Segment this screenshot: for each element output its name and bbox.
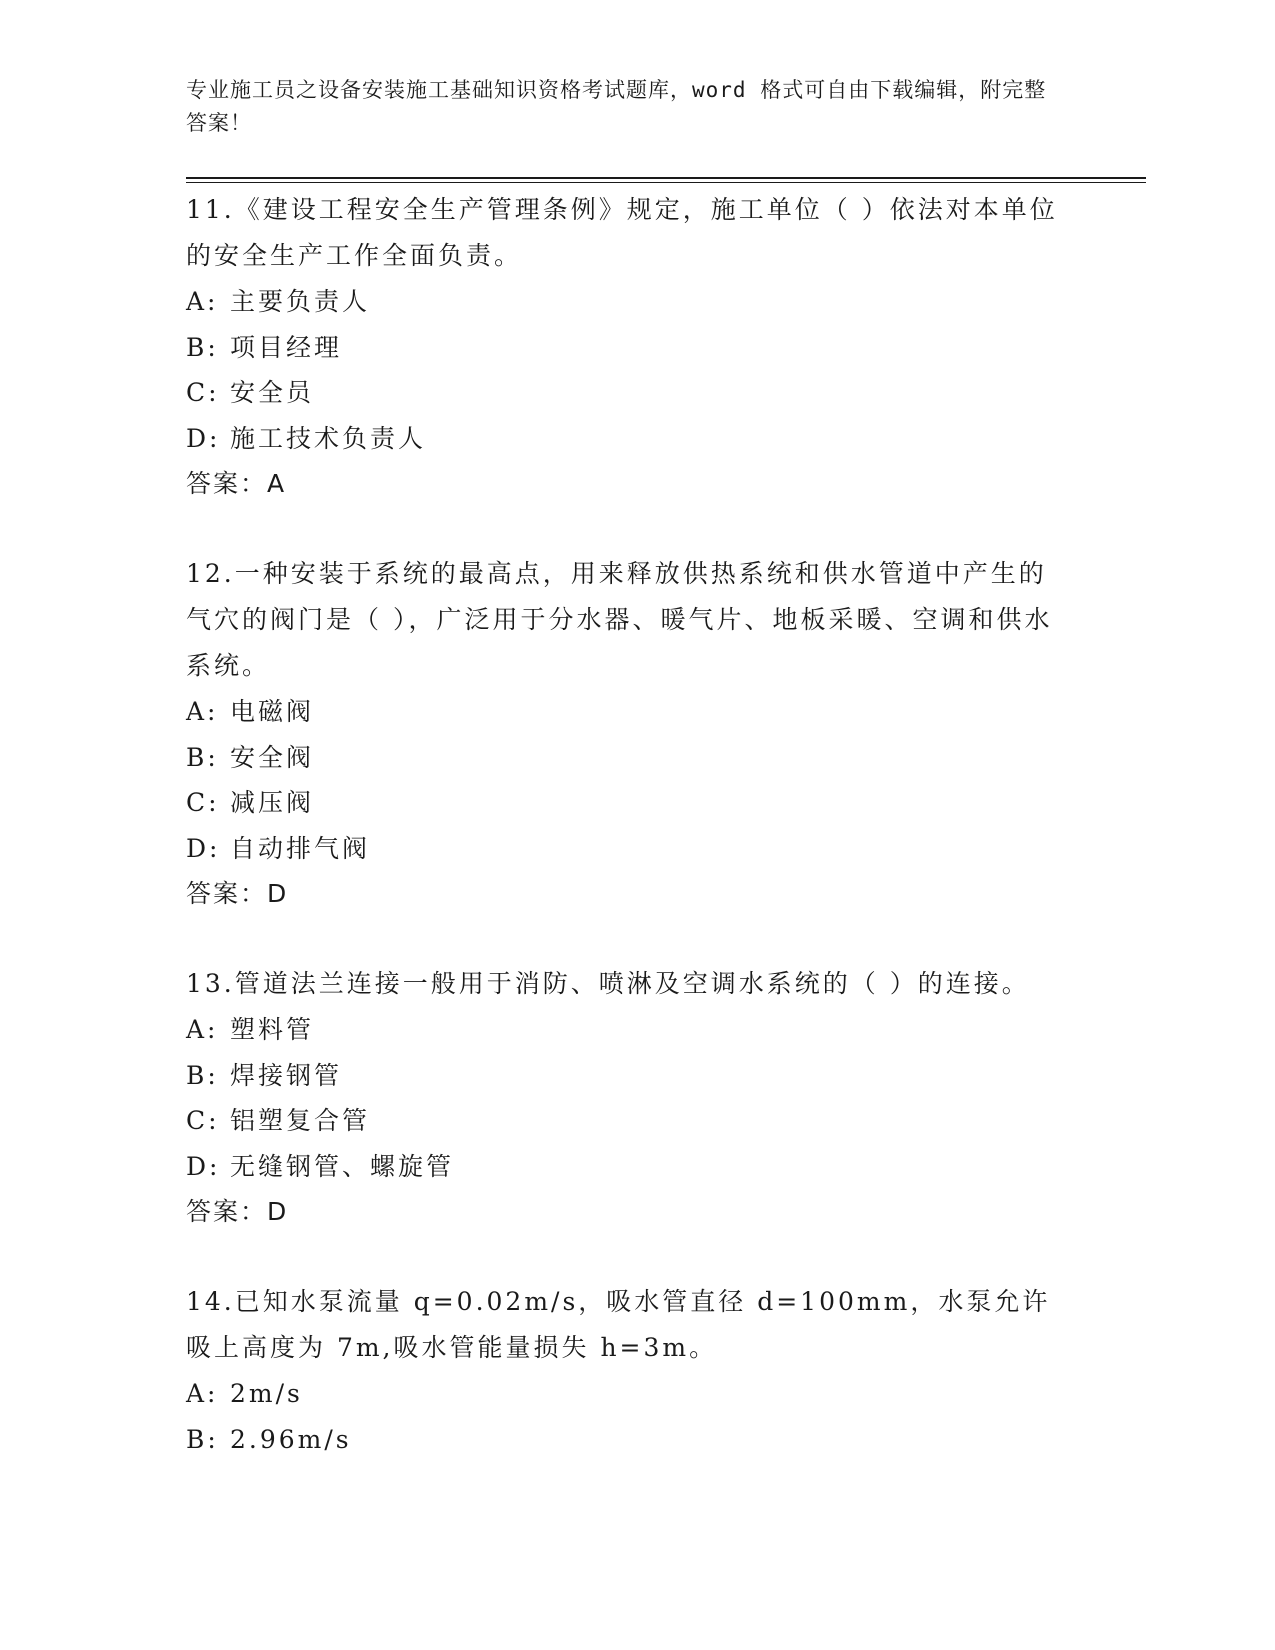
option-text: 电磁阀 [230, 697, 315, 726]
header-rule [186, 177, 1146, 183]
option-d [186, 1144, 1146, 1190]
question-text [186, 1279, 1066, 1371]
option-text: 安全员 [230, 378, 315, 407]
question-number: 11. [186, 195, 235, 224]
option-text: 施工技术负责人 [230, 423, 427, 453]
option-text: 项目经理 [230, 332, 343, 362]
answer-line [186, 1189, 1146, 1235]
answer-label: 答案： [186, 469, 268, 498]
option-text: 铝塑复合管 [230, 1106, 371, 1135]
document-header: 专业施工员之设备安装施工基础知识资格考试题库，word 格式可自由下载编辑，附完整答案！ [186, 78, 1047, 135]
answer-value: D [267, 879, 289, 908]
option-letter: A: [186, 697, 219, 726]
option-b [186, 1417, 1146, 1463]
option-a [186, 279, 1146, 325]
option-d [186, 416, 1146, 462]
option-text: 2m/s [230, 1379, 303, 1408]
option-letter: B: [186, 1060, 219, 1090]
option-b [186, 325, 1146, 371]
option-text: 减压阀 [230, 788, 315, 817]
question-list [186, 187, 1146, 1462]
option-c [186, 1098, 1146, 1144]
option-letter: B: [186, 1424, 219, 1454]
option-b [186, 735, 1146, 781]
option-text: 焊接钢管 [230, 1060, 343, 1090]
document-page [186, 74, 1146, 1506]
question-14 [186, 1279, 1146, 1462]
option-letter: A: [186, 1379, 219, 1408]
option-a [186, 1007, 1146, 1053]
answer-value: A [267, 469, 287, 498]
question-stem: 《建设工程安全生产管理条例》规定，施工单位（ ）依法对本单位的安全生产工作全面负责。 [186, 195, 1058, 270]
option-letter: D: [186, 833, 221, 863]
question-13 [186, 961, 1146, 1235]
option-letter: C: [186, 788, 220, 817]
option-letter: D: [186, 423, 221, 453]
option-letter: A: [186, 287, 219, 316]
option-c [186, 780, 1146, 826]
option-b [186, 1053, 1146, 1099]
question-11 [186, 187, 1146, 507]
question-12 [186, 551, 1146, 917]
answer-value: D [267, 1197, 289, 1226]
option-c [186, 370, 1146, 416]
option-text: 安全阀 [230, 742, 315, 772]
answer-label: 答案： [186, 1197, 268, 1226]
option-letter: D: [186, 1151, 221, 1181]
question-text [186, 961, 1066, 1007]
option-letter: C: [186, 378, 220, 407]
option-a [186, 689, 1146, 735]
question-stem: 已知水泵流量 q=0.02m/s，吸水管直径 d=100mm，水泵允许吸上高度为 7m,吸水管能量损失 h=3m。 [186, 1287, 1051, 1362]
option-letter: B: [186, 332, 219, 362]
question-stem: 管道法兰连接一般用于消防、喷淋及空调水系统的（ ）的连接。 [234, 969, 1030, 998]
question-stem: 一种安装于系统的最高点，用来释放供热系统和供水管道中产生的气穴的阀门是（ ），广泛用于分水器、暖气片、地板采暖、空调和供水系统。 [186, 559, 1053, 680]
option-letter: B: [186, 742, 219, 772]
option-text: 自动排气阀 [230, 833, 371, 863]
question-number: 12. [186, 559, 235, 588]
question-text [186, 187, 1066, 279]
option-letter: C: [186, 1106, 220, 1135]
option-a [186, 1371, 1146, 1417]
answer-line [186, 461, 1146, 507]
option-text: 无缝钢管、螺旋管 [230, 1151, 455, 1181]
answer-label: 答案： [186, 879, 268, 908]
option-text: 塑料管 [230, 1015, 315, 1044]
option-letter: A: [186, 1015, 219, 1044]
option-text: 主要负责人 [230, 287, 371, 316]
question-number: 14. [186, 1287, 235, 1316]
answer-line [186, 871, 1146, 917]
option-text: 2.96m/s [230, 1424, 352, 1454]
question-text [186, 551, 1066, 689]
option-d [186, 826, 1146, 872]
question-number: 13. [186, 969, 235, 998]
